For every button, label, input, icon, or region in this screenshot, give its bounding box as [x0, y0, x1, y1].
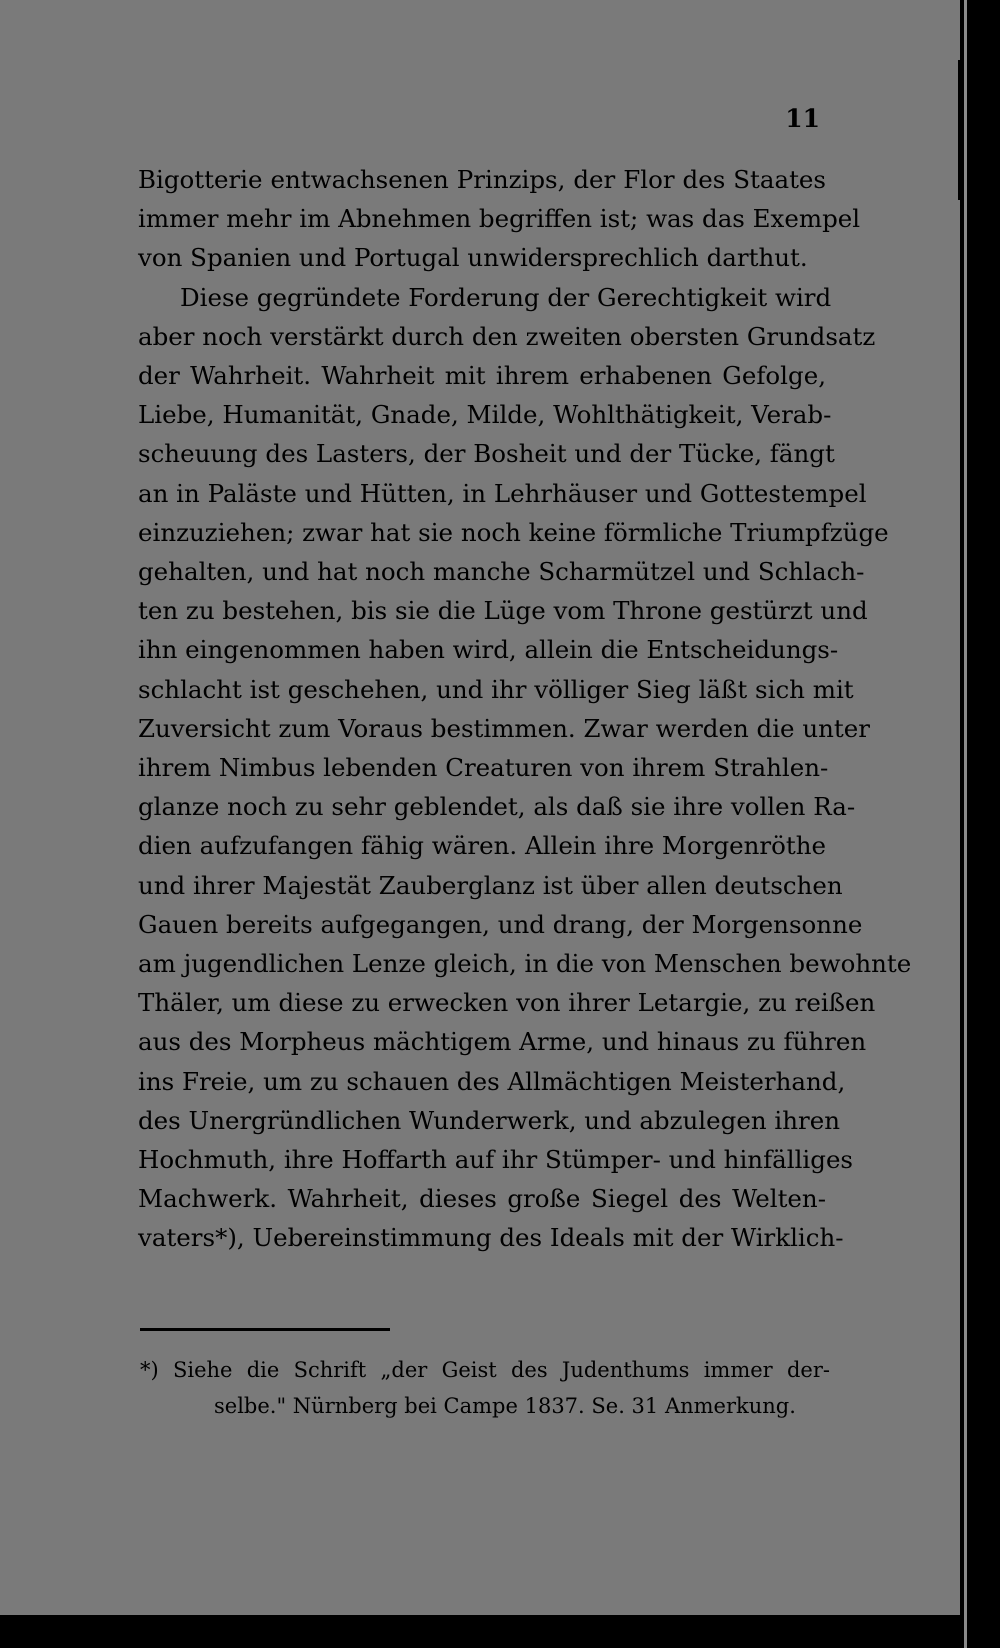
footnote: [140, 1352, 830, 1424]
text-line: Thäler, um diese zu erwecken von ihrer Letargie, zu reißen: [138, 988, 876, 1018]
text-line: an in Paläste und Hütten, in Lehrhäuser und Gottestempel: [138, 478, 867, 508]
text-line: aber noch verstärkt durch den zweiten obersten Grundsatz: [138, 321, 876, 351]
text-line: und ihrer Majestät Zauberglanz ist über allen deutschen: [138, 870, 843, 900]
text-line: scheuung des Lasters, der Bosheit und der Tücke, fängt: [138, 439, 835, 469]
text-line: ten zu bestehen, bis sie die Lüge vom Throne gestürzt und: [138, 596, 868, 626]
footnote-rule: [140, 1328, 390, 1331]
text-line: Machwerk. Wahrheit, dieses große Siegel des Welten-: [138, 1184, 826, 1214]
footnote-line: *) Siehe die Schrift „der Geist des Judenthums immer der-: [140, 1358, 830, 1382]
text-line: einzuziehen; zwar hat sie noch keine förmliche Triumpfzüge: [138, 517, 889, 547]
page-number: 11: [785, 104, 820, 133]
text-line: ihrem Nimbus lebenden Creaturen von ihrem Strahlen-: [138, 753, 829, 783]
text-line: des Unergründlichen Wunderwerk, und abzulegen ihren: [138, 1105, 840, 1135]
text-line: Zuversicht zum Voraus bestimmen. Zwar werden die unter: [138, 713, 870, 743]
body-text: [138, 160, 912, 1258]
text-line: der Wahrheit. Wahrheit mit ihrem erhabenen Gefolge,: [138, 361, 826, 391]
text-line: vaters*), Uebereinstimmung des Ideals mit der Wirklich-: [138, 1223, 844, 1253]
text-line: immer mehr im Abnehmen begriffen ist; was das Exempel: [138, 204, 861, 234]
page-edge: [964, 0, 967, 1648]
footnote-line: selbe." Nürnberg bei Campe 1837. Se. 31 Anmerkung.: [214, 1394, 796, 1418]
text-line: gehalten, und hat noch manche Scharmützel und Schlach-: [138, 557, 865, 587]
text-line: am jugendlichen Lenze gleich, in die von Menschen bewohnte: [138, 949, 912, 979]
binding-shadow: [958, 60, 963, 200]
text-line: ins Freie, um zu schauen des Allmächtigen Meisterhand,: [138, 1066, 846, 1096]
text-line: Bigotterie entwachsenen Prinzips, der Flor des Staates: [138, 165, 826, 194]
text-line: ihn eingenommen haben wird, allein die Entscheidungs-: [138, 635, 839, 665]
text-line: Diese gegründete Forderung der Gerechtigkeit wird: [180, 282, 832, 312]
text-line: schlacht ist geschehen, und ihr völliger Sieg läßt sich mit: [138, 674, 854, 704]
text-line: aus des Morpheus mächtigem Arme, und hinaus zu führen: [138, 1027, 867, 1057]
text-line: Liebe, Humanität, Gnade, Milde, Wohlthätigkeit, Verab-: [138, 400, 832, 430]
text-line: glanze noch zu sehr geblendet, als daß sie ihre vollen Ra-: [138, 792, 856, 822]
text-line: Gauen bereits aufgegangen, und drang, der Morgensonne: [138, 909, 863, 939]
text-line: von Spanien und Portugal unwidersprechlich darthut.: [138, 243, 808, 273]
text-line: Hochmuth, ihre Hoffarth auf ihr Stümper- und hinfälliges: [138, 1145, 854, 1175]
text-line: dien aufzufangen fähig wären. Allein ihre Morgenröthe: [138, 831, 826, 861]
